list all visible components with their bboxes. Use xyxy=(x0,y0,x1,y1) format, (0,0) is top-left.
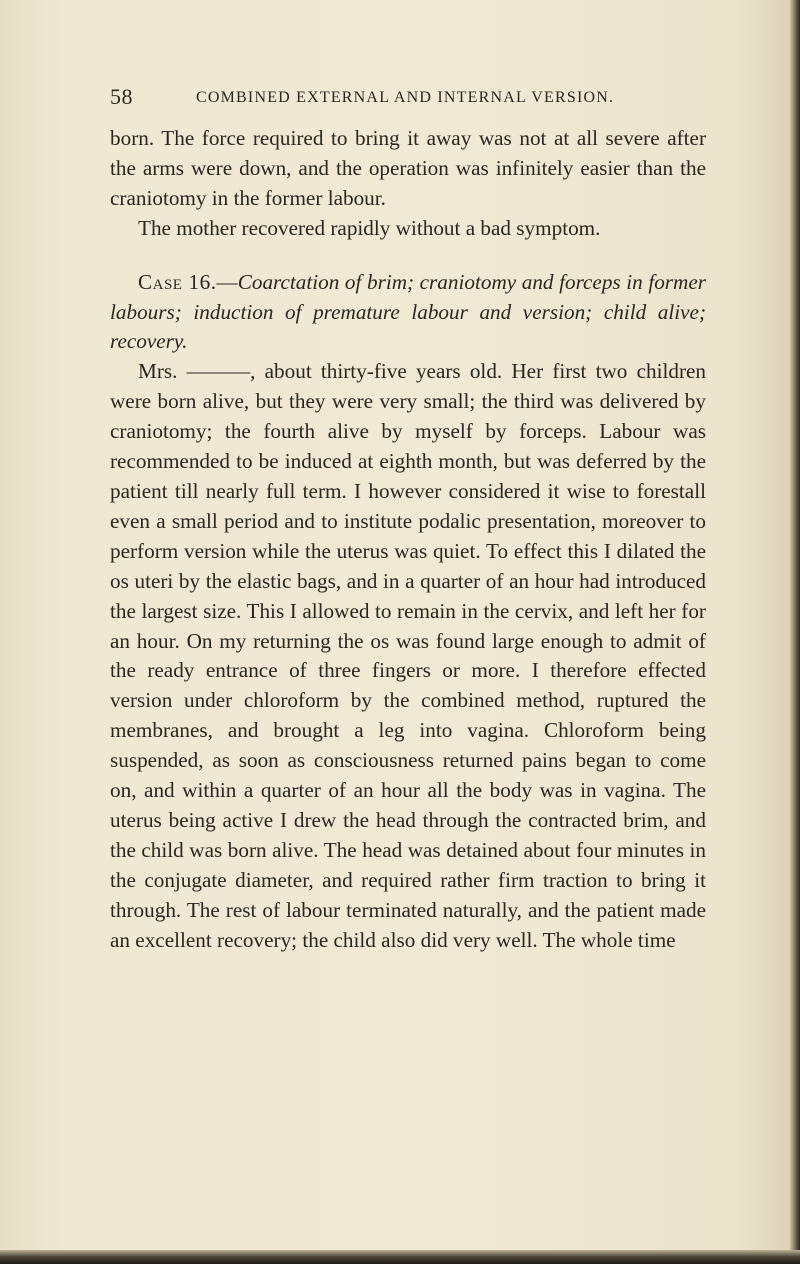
page-bottom-edge-shadow xyxy=(0,1250,800,1264)
case-dash: — xyxy=(216,269,238,294)
case-title: Coarctation of brim; craniotomy and forceps in former labours; induction of premature labour and version; child alive; recovery. xyxy=(110,269,706,354)
paragraph-continuation: born. The force required to bring it away was not at all severe after the arms were down, and the operation was infinitely easier than the craniotomy in the former labour. xyxy=(110,126,706,210)
running-head: COMBINED EXTERNAL AND INTERNAL VERSION. xyxy=(196,89,615,106)
case-label: Case 16. xyxy=(138,269,217,294)
page-number: 58 xyxy=(110,84,133,109)
page-header xyxy=(110,84,750,114)
paragraph-mother-recovered: The mother recovered rapidly without a bad symptom. xyxy=(138,215,601,240)
page-right-edge-shadow xyxy=(790,0,800,1264)
paragraph-case-description: Mrs. ———, about thirty-five years old. Her first two children were born alive, but they were very small; the third was delivered by craniotomy; the fourth alive by myself by forceps. Labour was recommended to be induced at eighth month, but was deferred by the patient till nearly full term. I however considered it wise to forestall even a small period and to institute podalic presentation, moreover to perform version while the uterus was quiet. To effect this I dilated the os uteri by the elastic bags, and in a quarter of an hour had introduced the largest size. This I allowed to remain in the cervix, and left her for an hour. On my returning the os was found large enough to admit of the ready entrance of three fingers or more. I therefore effected version under chloroform by the combined method, ruptured the membranes, and brought a leg into vagina. Chloroform being suspended, as soon as consciousness returned pains began to come on, and within a quarter of an hour all the body was in vagina. The uterus being active I drew the head through the contracted brim, and the child was born alive. The head was detained about four minutes in the conjugate diameter, and required rather firm traction to bring it through. The rest of labour terminated naturally, and the patient made an excellent recovery; the child also did very well. The whole time xyxy=(110,359,706,952)
body-text xyxy=(110,124,706,955)
case-heading xyxy=(110,268,706,358)
